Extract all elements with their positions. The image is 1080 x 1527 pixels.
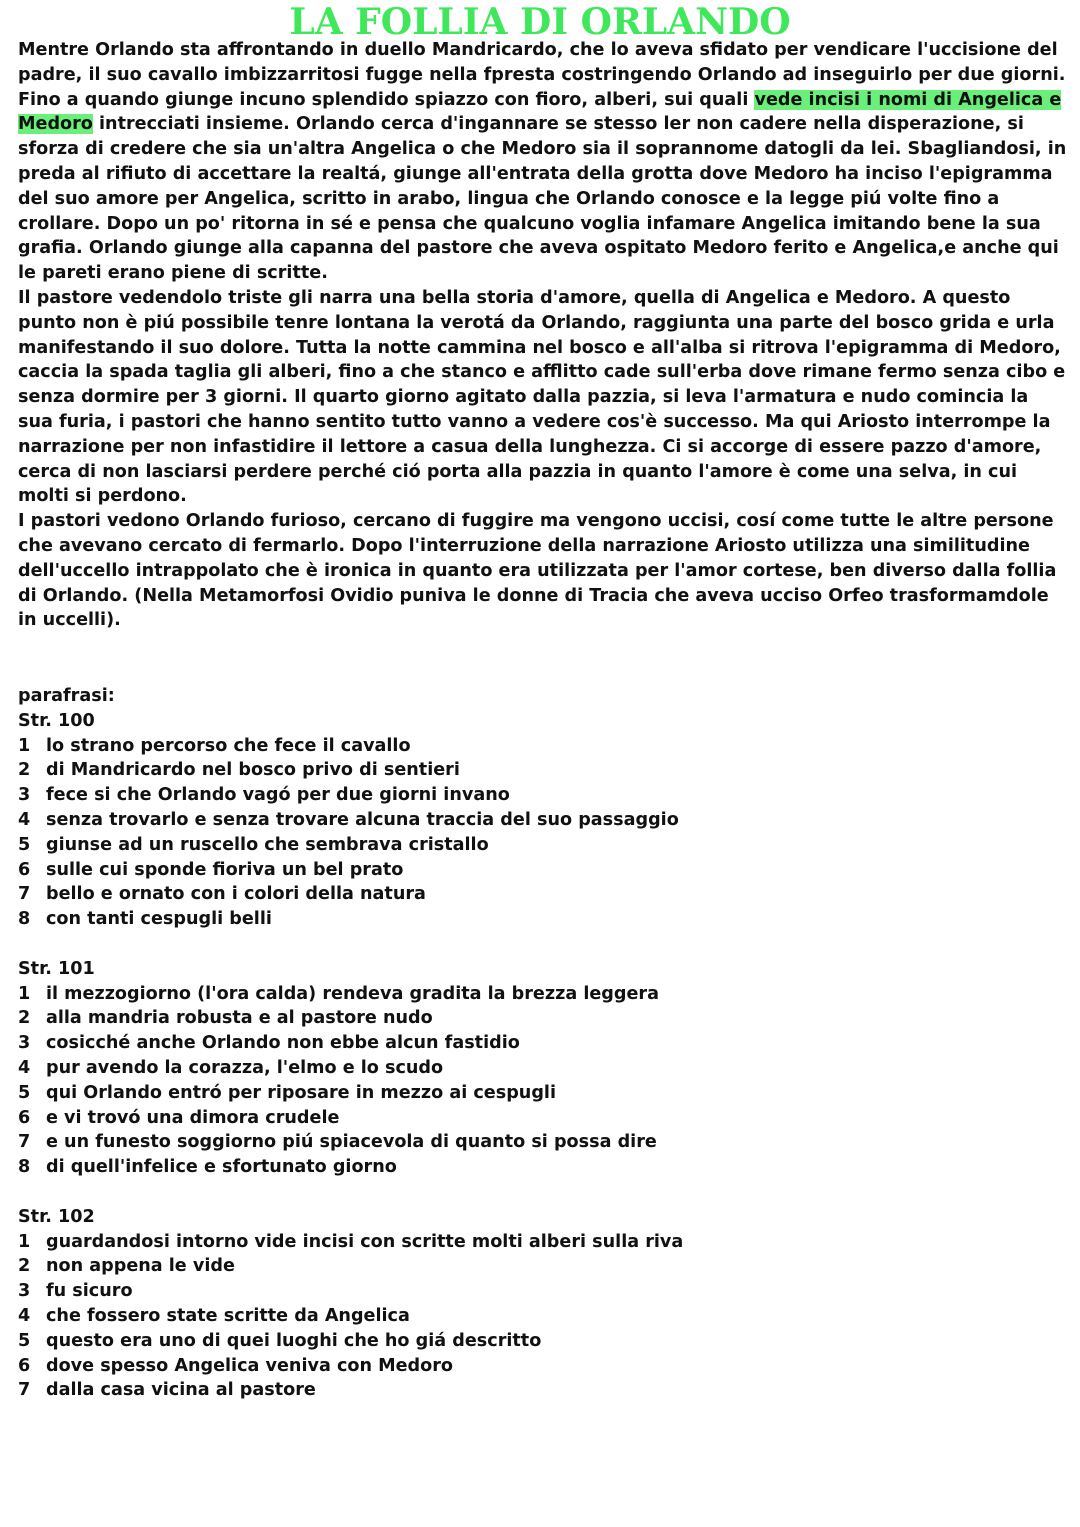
stanza-line	[18, 758, 1068, 783]
line-number: 5	[18, 834, 31, 855]
stanza-101	[18, 957, 1068, 1180]
parafrasi-section	[18, 684, 1068, 1403]
line-number: 1	[18, 983, 31, 1004]
stanza-100	[18, 709, 1068, 932]
stanza-line	[18, 1081, 1068, 1106]
line-number: 3	[18, 1033, 31, 1054]
stanza-heading: Str. 100	[18, 710, 95, 731]
line-text: e un funesto soggiorno piú spiacevola di quanto si possa dire	[46, 1132, 657, 1153]
line-text: giunse ad un ruscello che sembrava cristallo	[46, 834, 489, 855]
line-text: di quell'infelice e sfortunato giorno	[46, 1157, 397, 1178]
line-text: e vi trovó una dimora crudele	[46, 1107, 340, 1128]
line-text: con tanti cespugli belli	[46, 909, 272, 930]
stanza-lines	[18, 1230, 1068, 1404]
line-text: pur avendo la corazza, l'elmo e lo scudo	[46, 1057, 444, 1078]
stanza-line	[18, 1056, 1068, 1081]
line-number: 3	[18, 785, 31, 806]
stanza-lines	[18, 982, 1068, 1180]
summary-paragraph-2: Il pastore vedendolo triste gli narra una bella storia d'amore, quella di Angelica e Medoro. A questo punto non è piú possibile tenre lontana la verotá da Orlando, raggiunta una parte del bosco grida e urla manifestando il suo dolore. Tutta la notte cammina nel bosco e all'alba si ritrova l'epigramma di Medoro, caccia la spada taglia gli alberi, fino a che stanco e afflitto cade sull'erba dove rimane fermo senza cibo e senza dormire per 3 giorni. Il quarto giorno agitato dalla pazzia, si leva l'armatura e nudo comincia la sua furia, i pastori che hanno sentito tutto vanno a vedere cos'è successo. Ma qui Ariosto interrompe la narrazione per non infastidire il lettore a casua della lunghezza. Ci si accorge di essere pazzo d'amore, cerca di non lasciarsi perdere perché ció porta alla pazzia in quanto l'amore è come una selva, in cui molti si perdono.	[18, 287, 1066, 507]
stanza-line	[18, 1304, 1068, 1329]
line-number: 1	[18, 735, 31, 756]
line-number: 3	[18, 1281, 31, 1302]
stanza-line	[18, 907, 1068, 932]
page-title: LA FOLLIA DI ORLANDO	[289, 1, 791, 43]
line-number: 2	[18, 1008, 31, 1029]
line-text: dove spesso Angelica veniva con Medoro	[46, 1355, 453, 1376]
line-text: non appena le vide	[46, 1256, 235, 1277]
highlighted-phrase: vede incisi i nomi di Angelica e Medoro	[18, 89, 1062, 135]
line-text: di Mandricardo nel bosco privo di sentieri	[46, 760, 460, 781]
line-number: 5	[18, 1082, 31, 1103]
line-number: 7	[18, 884, 31, 905]
stanza-line	[18, 734, 1068, 759]
line-number: 4	[18, 1305, 31, 1326]
line-number: 7	[18, 1132, 31, 1153]
line-number: 7	[18, 1380, 31, 1401]
line-number: 6	[18, 859, 31, 880]
stanza-line	[18, 1354, 1068, 1379]
stanza-line	[18, 982, 1068, 1007]
line-text: questo era uno di quei luoghi che ho giá descritto	[46, 1330, 542, 1351]
line-text: guardandosi intorno vide incisi con scritte molti alberi sulla riva	[46, 1231, 684, 1252]
stanza-line	[18, 1279, 1068, 1304]
line-text: dalla casa vicina al pastore	[46, 1380, 316, 1401]
summary-paragraph-1-end: intrecciati insieme. Orlando cerca d'ingannare se stesso ler non cadere nella disperazione, si sforza di credere che sia un'altra Angelica o che Medoro sia il soprannome datogli da lei. Sbagliandosi, in preda al rifiuto di accettare la realtá, giunge all'entrata della grotta dove Medoro ha inciso l'epigramma del suo amore per Angelica, scritto in arabo, lingua che Orlando conosce e la legge piú volte fino a crollare. Dopo un po' ritorna in sé e pensa che qualcuno voglia infamare Angelica imitando bene la sua grafia. Orlando giunge alla capanna del pastore che aveva ospitato Medoro ferito e Angelica,e anche qui le pareti erano piene di scritte.	[18, 114, 1067, 284]
line-text: qui Orlando entró per riposare in mezzo ai cespugli	[46, 1082, 556, 1103]
summary-paragraph-3: I pastori vedono Orlando furioso, cercano di fuggire ma vengono uccisi, cosí come tutte le altre persone che avevano cercato di fermarlo. Dopo l'interruzione della narrazione Ariosto utilizza una similitudine dell'uccello intrappolato che è ironica in quanto era utilizzata per l'amor cortese, ben diverso dalla follia di Orlando. (Nella Metamorfosi Ovidio puniva le donne di Tracia che aveva ucciso Orfeo trasformamdole in uccelli).	[18, 511, 1057, 631]
line-text: sulle cui sponde fioriva un bel prato	[46, 859, 404, 880]
stanza-line	[18, 1006, 1068, 1031]
stanza-line	[18, 1130, 1068, 1155]
line-number: 8	[18, 909, 31, 930]
line-text: senza trovarlo e senza trovare alcuna traccia del suo passaggio	[46, 809, 679, 830]
stanza-line	[18, 1329, 1068, 1354]
stanza-line	[18, 858, 1068, 883]
summary-paragraph-1	[18, 38, 1068, 286]
line-number: 5	[18, 1330, 31, 1351]
line-text: che fossero state scritte da Angelica	[46, 1305, 410, 1326]
line-text: fu sicuro	[46, 1281, 133, 1302]
line-text: bello e ornato con i colori della natura	[46, 884, 426, 905]
stanza-line	[18, 1254, 1068, 1279]
stanza-line	[18, 1378, 1068, 1403]
line-text: il mezzogiorno (l'ora calda) rendeva gradita la brezza leggera	[46, 983, 659, 1004]
line-text: alla mandria robusta e al pastore nudo	[46, 1008, 433, 1029]
line-number: 2	[18, 760, 31, 781]
line-number: 4	[18, 809, 31, 830]
stanza-line	[18, 1031, 1068, 1056]
stanza-heading: Str. 101	[18, 958, 95, 979]
stanza-line	[18, 833, 1068, 858]
line-number: 8	[18, 1157, 31, 1178]
stanza-line	[18, 1230, 1068, 1255]
stanza-line	[18, 882, 1068, 907]
line-number: 2	[18, 1256, 31, 1277]
line-number: 6	[18, 1355, 31, 1376]
line-number: 1	[18, 1231, 31, 1252]
stanza-line	[18, 1155, 1068, 1180]
stanza-line	[18, 1106, 1068, 1131]
stanza-line	[18, 783, 1068, 808]
line-number: 4	[18, 1057, 31, 1078]
stanza-line	[18, 808, 1068, 833]
summary-text	[18, 38, 1068, 633]
line-text: lo strano percorso che fece il cavallo	[46, 735, 411, 756]
line-text: cosicché anche Orlando non ebbe alcun fastidio	[46, 1033, 520, 1054]
parafrasi-label: parafrasi:	[18, 686, 115, 706]
line-text: fece si che Orlando vagó per due giorni invano	[46, 785, 510, 806]
summary-paragraph-1-start: Mentre Orlando sta affrontando in duello Mandricardo, che lo aveva sfidato per vendicare l'uccisione del padre, il suo cavallo imbizzarritosi fugge nella fpresta costringendo Orlando ad inseguirlo per due giorni. Fino a quando giunge incuno splendido spiazzo con fioro, alberi, sui quali	[18, 40, 1066, 110]
line-number: 6	[18, 1107, 31, 1128]
stanza-lines	[18, 734, 1068, 932]
stanza-heading: Str. 102	[18, 1206, 95, 1227]
stanza-102	[18, 1205, 1068, 1403]
